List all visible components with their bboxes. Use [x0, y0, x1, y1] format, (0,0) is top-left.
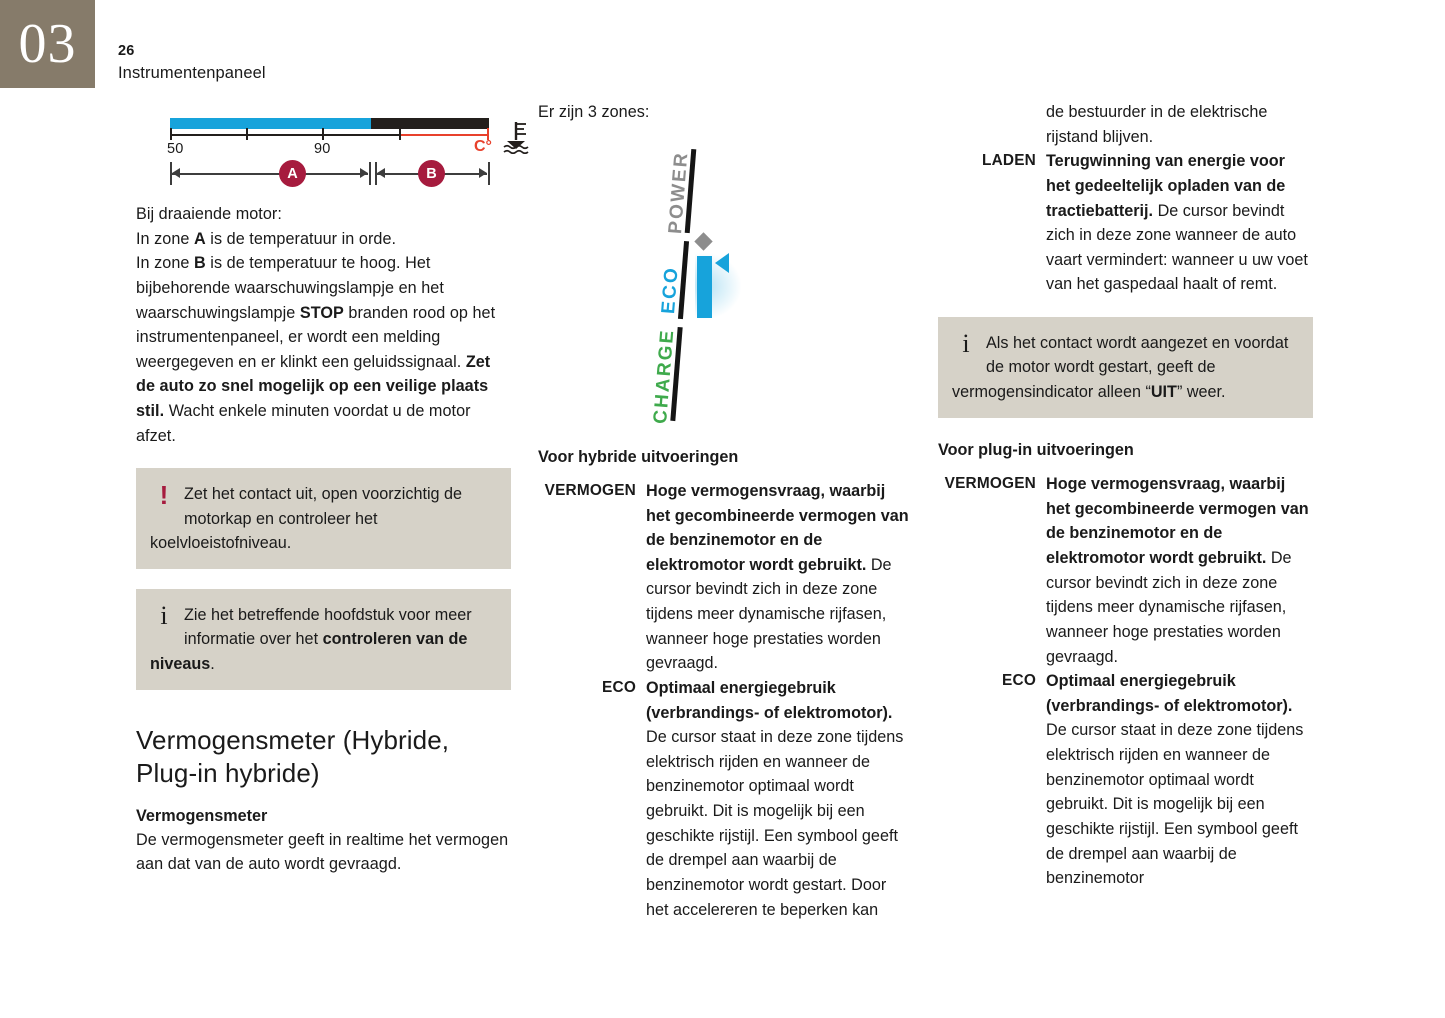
info-i-icon: i	[160, 601, 168, 631]
info-callout-text-pre: Zie het betreffende hoofdstuk voor meer informatie over het	[184, 606, 472, 649]
zone-b-text-tail: branden rood op het instrumentenpaneel, er wordt een melding weergegeven en er klinkt een geluidssignaal.	[136, 303, 496, 371]
gauge-label-90: 90	[314, 141, 331, 157]
section-heading-power-meter: Vermogensmeter (Hybride, Plug-in hybride)	[136, 725, 450, 788]
zone-b-end-cap	[488, 162, 490, 185]
zone-b-text-post: is de temperatuur te hoog. Het bijbehorende waarschuwingslampje en het waarschuwingslampje	[136, 254, 444, 322]
engine-running-intro: Bij draaiende motor:	[136, 205, 282, 223]
eco-continuation-text: de bestuurder in de elektrische rijstand blijven.	[1046, 103, 1268, 146]
definition-desc-eco	[646, 676, 913, 922]
definition-term-vermogen-plugin: VERMOGEN	[944, 475, 1036, 493]
chapter-tab	[0, 0, 95, 88]
gauge-axis-line-red	[399, 134, 489, 136]
definition-row-vermogen	[538, 479, 913, 676]
definition-desc-laden-bold: Terugwinning van energie voor het gedeeltelijk opladen van de tractiebatterij.	[1046, 152, 1286, 220]
coolant-temperature-gauge-figure	[154, 110, 499, 188]
chapter-number: 03	[18, 13, 77, 75]
eco-label: ECO	[658, 264, 683, 315]
gauge-bar-high-range	[371, 118, 489, 129]
definition-desc-vermogen-plugin-rest: De cursor bevindt zich in deze zone tijdens meer dynamische rijfasen, wanneer hoge prestaties worden gevraagd.	[1046, 549, 1292, 666]
vermogensmeter-description: De vermogensmeter geeft in realtime het vermogen aan dat van de auto wordt gevraagd.	[136, 830, 509, 874]
group-heading-hybride: Voor hybride uitvoeringen	[538, 447, 739, 466]
gauge-tick-4	[399, 128, 401, 140]
definition-desc-laden-rest: De cursor bevindt zich in deze zone wanneer de auto vaart vermindert: wanneer u uw voet van het gaspedaal haalt of remt.	[1046, 201, 1308, 294]
warning-callout	[136, 468, 511, 569]
info-ignition-text-pre: Als het contact wordt aangezet en voordat de motor wordt gestart, geeft de vermogensindicator alleen “	[952, 334, 1289, 401]
zone-a-right-arrow	[360, 168, 368, 178]
definition-desc-eco-rest2: Een symbool geeft de drempel aan waarbij de benzinemotor wordt gestart. Door het accelereren te beperken kan	[646, 826, 898, 919]
coolant-temperature-icon	[502, 120, 538, 154]
gauge-label-50: 50	[167, 141, 184, 157]
zone-a-description	[136, 227, 511, 252]
definition-term-laden: LADEN	[981, 152, 1036, 170]
definition-row-eco	[538, 676, 913, 922]
gauge-tick-2	[246, 128, 248, 140]
page-number: 26	[118, 43, 135, 59]
charge-label: CHARGE	[650, 327, 679, 425]
page-header	[118, 40, 266, 86]
definition-desc-eco-plugin	[1046, 669, 1313, 891]
definition-desc-eco-bold: Optimaal energiegebruik (verbrandings- of elektromotor).	[646, 678, 893, 722]
definition-row-eco-plugin	[938, 669, 1313, 891]
zone-b-text-final: Wacht enkele minuten voordat u de motor afzet.	[136, 402, 471, 445]
definition-desc-vermogen-plugin	[1046, 472, 1313, 669]
definition-desc-eco-plugin-rest2: Een symbool geeft de drempel aan waarbij de benzinemotor	[1046, 819, 1298, 888]
info-callout-text-post: .	[210, 654, 215, 673]
definition-row-vermogen-plugin	[938, 472, 1313, 669]
gauge-zone-brackets	[154, 160, 499, 188]
definition-term-eco-plugin: ECO	[1002, 672, 1036, 690]
definition-term-vermogen: VERMOGEN	[544, 481, 636, 499]
definition-desc-eco-rest: De cursor staat in deze zone tijdens elektrisch rijden en wanneer de benzinemotor optimaal wordt gebruikt. Dit is mogelijk bij een geschikte rijstijl.	[646, 728, 904, 845]
zone-a-line	[172, 173, 368, 175]
zones-intro: Er zijn 3 zones:	[538, 103, 650, 121]
power-label: POWER	[665, 150, 693, 235]
sub-heading-vermogensmeter: Vermogensmeter	[136, 806, 268, 825]
definition-row-laden	[938, 149, 1313, 297]
zone-b-description	[136, 251, 511, 448]
gauge-tick-90	[322, 128, 324, 140]
gray-diamond-threshold-marker	[694, 232, 712, 250]
power-meter-figure	[633, 143, 883, 433]
zone-b-text-pre: In zone	[136, 254, 194, 273]
zone-a-end-cap	[369, 162, 371, 185]
definition-desc-vermogen-bold: Hoge vermogensvraag, waarbij het gecombineerde vermogen van de benzinemotor en de elektromotor wordt gebruikt.	[646, 481, 909, 574]
left-column	[136, 100, 511, 877]
zone-a-text-pre: In zone	[136, 229, 194, 248]
info-callout-text-bold: controleren van de niveaus	[150, 630, 468, 673]
power-cursor-pointer	[715, 253, 729, 273]
definition-term-eco: ECO	[602, 678, 636, 696]
info-ignition-text-post: ” weer.	[1176, 382, 1226, 401]
info-callout-ignition	[938, 317, 1313, 418]
zone-b-right-arrow	[479, 168, 487, 178]
zone-b-letter: B	[194, 254, 206, 273]
info-callout-levels	[136, 589, 511, 690]
zone-b-safety-instruction: Zet de auto zo snel mogelijk op een veilige plaats stil.	[136, 352, 491, 420]
power-cursor-bar	[697, 256, 712, 318]
page-title: Instrumentenpaneel	[118, 64, 266, 83]
zone-a-letter: A	[194, 229, 206, 248]
definition-desc-laden	[1046, 149, 1313, 297]
definition-desc-vermogen-plugin-bold: Hoge vermogensvraag, waarbij het gecombineerde vermogen van de benzinemotor en de elektromotor wordt gebruikt.	[1046, 475, 1309, 568]
gauge-tick-50	[170, 128, 172, 140]
warning-callout-text: Zet het contact uit, open voorzichtig de motorkap en controleer het koelvloeistofniveau.	[150, 485, 463, 552]
definition-desc-vermogen	[646, 479, 913, 676]
zone-a-text-post: is de temperatuur in orde.	[205, 229, 397, 248]
info-i-icon: i	[962, 329, 970, 358]
group-heading-plugin: Voor plug-in uitvoeringen	[938, 440, 1134, 459]
gauge-bar-normal-range	[170, 118, 371, 129]
info-ignition-text-bold: UIT	[1150, 382, 1177, 401]
middle-column	[538, 100, 913, 922]
stop-lamp-label: STOP	[299, 303, 344, 322]
zone-badge-a: A	[279, 160, 306, 187]
right-column	[938, 100, 1313, 891]
gauge-label-celsius: C°	[474, 138, 492, 155]
definition-desc-eco-plugin-rest: De cursor staat in deze zone tijdens elektrisch rijden en wanneer de benzinemotor optimaal wordt gebruikt. Dit is mogelijk bij een geschikte rijstijl.	[1046, 721, 1304, 838]
definition-desc-vermogen-rest: De cursor bevindt zich in deze zone tijdens meer dynamische rijfasen, wanneer hoge prestaties worden gevraagd.	[646, 555, 892, 673]
definition-desc-eco-plugin-bold: Optimaal energiegebruik (verbrandings- of elektromotor).	[1046, 672, 1293, 715]
zone-badge-b: B	[418, 160, 445, 187]
warning-exclamation-icon: !	[159, 480, 169, 511]
